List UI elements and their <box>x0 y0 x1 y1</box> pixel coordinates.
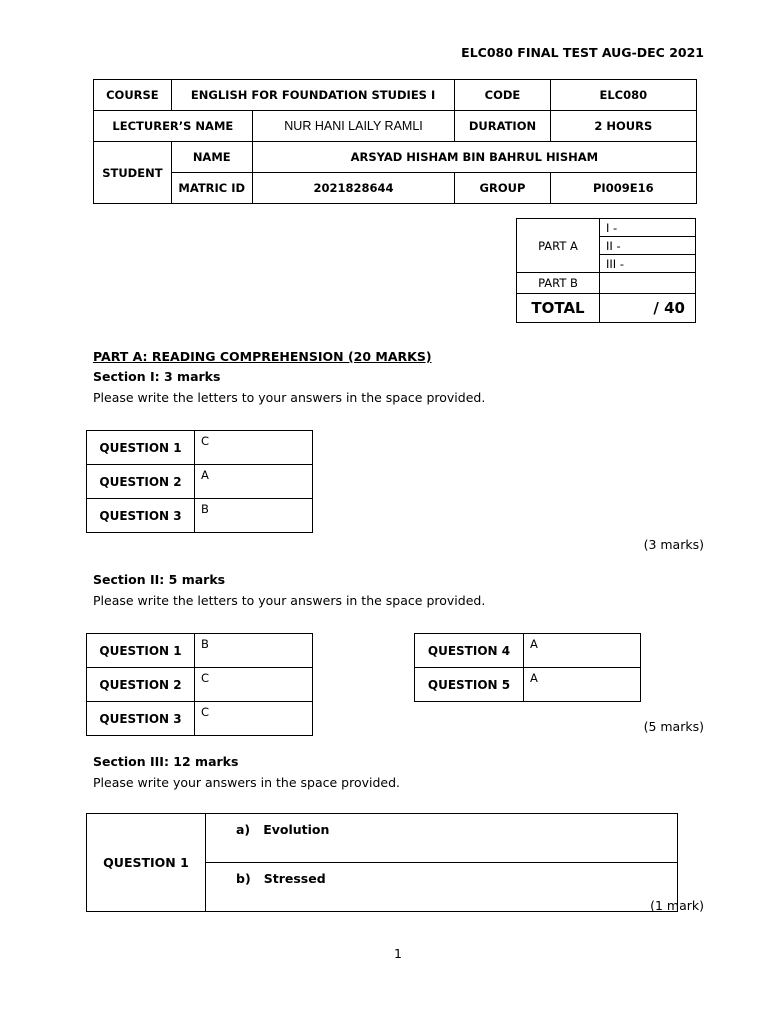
part-a-iii: III - <box>600 255 696 273</box>
part-b-label: PART B <box>517 273 600 294</box>
student-label: STUDENT <box>94 142 172 204</box>
answer-text: Stressed <box>263 871 326 886</box>
name-label: NAME <box>171 142 252 173</box>
duration-value: 2 HOURS <box>550 111 696 142</box>
answer-cell: C <box>195 702 313 736</box>
answer-cell: C <box>195 668 313 702</box>
section-2-instruction: Please write the letters to your answers in the space provided. <box>93 593 486 608</box>
question-label: QUESTION 1 <box>87 634 195 668</box>
section-2-answer-table-left <box>86 633 313 736</box>
section-3-marks: (1 mark) <box>650 898 704 913</box>
answer-a-cell <box>206 814 678 863</box>
group-label: GROUP <box>455 173 550 204</box>
answer-cell: A <box>524 634 641 668</box>
question-label: QUESTION 5 <box>415 668 524 702</box>
question-label: QUESTION 2 <box>87 465 195 499</box>
section-2-marks: (5 marks) <box>643 719 704 734</box>
total-value: / 40 <box>600 294 696 323</box>
student-info-table <box>93 79 697 204</box>
answer-text: Evolution <box>263 822 330 837</box>
page-number: 1 <box>394 946 402 961</box>
section-1-instruction: Please write the letters to your answers in the space provided. <box>93 390 486 405</box>
matric-label: MATRIC ID <box>171 173 252 204</box>
answer-b-cell <box>206 863 678 912</box>
answer-cell: B <box>195 634 313 668</box>
answer-cell: B <box>195 499 313 533</box>
section-2-title: Section II: 5 marks <box>93 572 226 587</box>
group-value: PI009E16 <box>550 173 696 204</box>
part-a-title: PART A: READING COMPREHENSION (20 MARKS) <box>93 349 432 364</box>
matric-value: 2021828644 <box>252 173 455 204</box>
name-value: ARSYAD HISHAM BIN BAHRUL HISHAM <box>252 142 696 173</box>
part-a-i: I - <box>600 219 696 237</box>
part-a-ii: II - <box>600 237 696 255</box>
course-label: COURSE <box>94 80 172 111</box>
part-a-label: PART A <box>517 219 600 273</box>
answer-letter: b) <box>236 871 251 886</box>
answer-cell: C <box>195 431 313 465</box>
code-value: ELC080 <box>550 80 696 111</box>
course-value: ENGLISH FOR FOUNDATION STUDIES I <box>171 80 455 111</box>
answer-letter: a) <box>236 822 251 837</box>
question-label: QUESTION 4 <box>415 634 524 668</box>
section-3-answer-table <box>86 813 678 912</box>
section-3-instruction: Please write your answers in the space provided. <box>93 775 401 790</box>
question-label: QUESTION 3 <box>87 499 195 533</box>
part-b-score <box>600 273 696 294</box>
section-1-title: Section I: 3 marks <box>93 369 221 384</box>
section-1-marks: (3 marks) <box>643 537 704 552</box>
section-2-answer-table-right <box>414 633 641 702</box>
code-label: CODE <box>455 80 550 111</box>
score-table <box>516 218 696 323</box>
question-label: QUESTION 2 <box>87 668 195 702</box>
answer-cell: A <box>195 465 313 499</box>
question-label: QUESTION 1 <box>87 814 206 912</box>
section-3-title: Section III: 12 marks <box>93 754 239 769</box>
total-label: TOTAL <box>517 294 600 323</box>
document-header: ELC080 FINAL TEST AUG-DEC 2021 <box>461 45 704 60</box>
lecturer-value: NUR HANI LAILY RAMLI <box>252 111 455 142</box>
section-1-answer-table <box>86 430 313 533</box>
lecturer-label: LECTURER’S NAME <box>94 111 253 142</box>
duration-label: DURATION <box>455 111 550 142</box>
question-label: QUESTION 3 <box>87 702 195 736</box>
answer-cell: A <box>524 668 641 702</box>
question-label: QUESTION 1 <box>87 431 195 465</box>
